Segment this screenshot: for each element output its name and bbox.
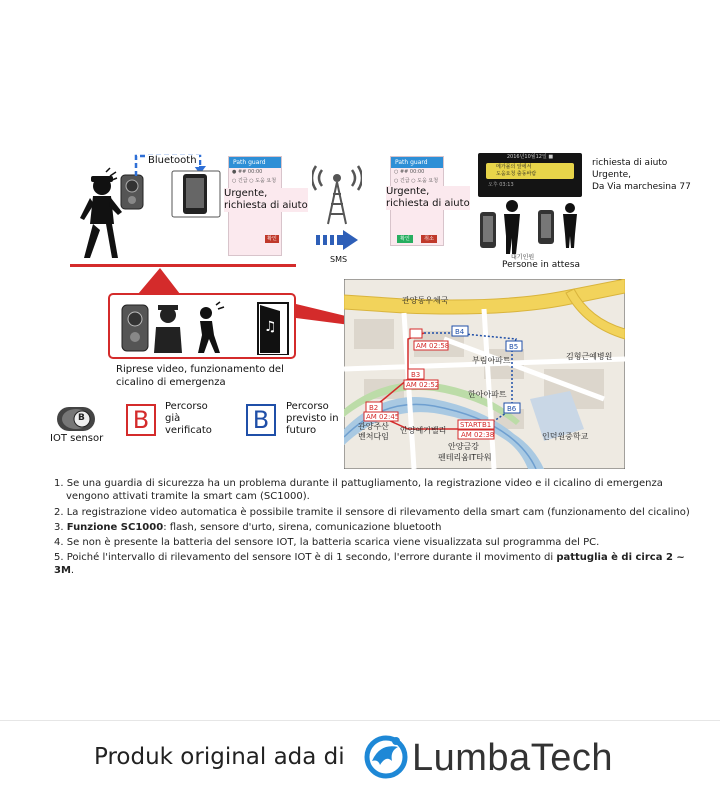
iot-sensor-letter: B [78, 413, 85, 423]
note-bold-text: Funzione SC1000 [66, 522, 164, 533]
notification-line: 메가몰의 앞에서 [496, 164, 532, 170]
map-place-label: 펜테리움IT타워 [438, 453, 492, 462]
svg-text:B2: B2 [369, 404, 379, 412]
phone-ok-button[interactable]: 확인 [397, 235, 413, 243]
note-item [54, 506, 694, 519]
note-text: 3. [54, 522, 67, 533]
svg-text:B5: B5 [509, 343, 519, 351]
iot-sensor-icon [56, 405, 96, 433]
phone1-caption: Urgente, richiesta di aiuto [224, 188, 308, 211]
svg-text:B3: B3 [411, 371, 421, 379]
map-place-label: 안양금강 [448, 442, 479, 451]
map-place-label: 김형근예병원 [566, 352, 613, 361]
phone-line: ○ 긴급 ○ 도움 요청 [232, 178, 277, 184]
phone-line: ○ ## 00:00 [394, 169, 425, 175]
phone-header: Path guard [229, 157, 281, 168]
future-route-label: Percorso previsto in futuro [286, 401, 339, 436]
phone-cancel-button[interactable]: 취소 [421, 235, 437, 243]
map-place-label: 관양동우체국 [402, 296, 449, 305]
phone2-caption: Urgente, richiesta di aiuto [386, 186, 470, 209]
notification-line: 도움요청 출동바람 [496, 171, 537, 177]
note-text: vengono attivati tramite la smart cam (SC1000). [66, 491, 310, 502]
svg-text:AM 02:38: AM 02:38 [461, 431, 495, 439]
note-text: 5. Poiché l'intervallo di rilevamento del sensore IOT è di 1 secondo, l'errore durante il movimento di [54, 552, 557, 563]
iot-sensor-label: IOT sensor [50, 433, 104, 444]
svg-text:B6: B6 [507, 405, 517, 413]
map-place-label: 관양주산 [358, 422, 389, 431]
waiting-korean-label: 대기인원 [511, 254, 535, 261]
note-text: : flash, sensore d'urto, sirena, comunicazione bluetooth [163, 522, 442, 533]
right-alert-caption: richiesta di aiuto Urgente, Da Via marchesina 77 [592, 158, 691, 192]
svg-text:AM 02:45: AM 02:45 [366, 413, 400, 421]
verified-route-letter: B [126, 404, 156, 436]
sms-label: SMS [330, 255, 348, 264]
map-point-b4[interactable] [452, 326, 468, 336]
map-point-b6[interactable] [504, 403, 520, 413]
note-text: . [70, 565, 75, 576]
phone-line: ○ 긴급 ○ 도움 요청 [394, 178, 439, 184]
map-point-b1[interactable] [458, 420, 494, 439]
iot-sensor-legend [56, 405, 96, 433]
note-item [54, 536, 694, 549]
bluetooth-label: Bluetooth [148, 155, 197, 166]
verified-route-label: Percorso già verificato [165, 401, 212, 436]
svg-text:START: START [460, 421, 482, 429]
map-place-label: 한아아파트 [468, 390, 507, 399]
detail-callout-box [108, 293, 296, 359]
svg-text:AM 02:52: AM 02:52 [406, 381, 440, 389]
note-item [54, 551, 694, 577]
phone-line: ● ## 00:00 [232, 169, 263, 175]
patrol-map [344, 279, 625, 469]
dolphin-logo-icon [362, 735, 410, 779]
note-text: 1. Se una guardia di sicurezza ha un problema durante il pattugliamento, la registrazione video e il cicalino di emergenza [54, 478, 663, 489]
note-text: 4. Se non è presente la batteria del sensore IOT, la batteria scarica viene visualizzata sul programma del PC. [54, 537, 600, 548]
brand-name[interactable]: LumbaTech [412, 737, 613, 779]
svg-text:♫: ♫ [264, 319, 277, 335]
svg-text:B1: B1 [482, 421, 492, 429]
feature-notes [54, 477, 694, 579]
waiting-label: Persone in attesa [502, 260, 581, 270]
phone-header: Path guard [391, 157, 443, 168]
map-place-label: 안양예기밸리 [400, 426, 447, 435]
phone-confirm-button[interactable]: 확인 [265, 235, 279, 243]
map-place-label: 벤처다임 [358, 432, 389, 441]
map-place-label: 부림아파트 [472, 356, 511, 365]
note-text: 2. La registrazione video automatica è possibile tramite il sensore di rilevamento della smart cam (funzionamento del cicalino) [54, 507, 690, 518]
note-bold-text: pattuglia è di circa 2 ~ 3M [54, 552, 685, 576]
notification-date: 2016년10월12일 ■ [506, 154, 554, 160]
detail-illustration [120, 301, 290, 355]
note-item [54, 521, 694, 534]
notification-time: 오후 03:13 [488, 182, 514, 188]
footer-text: Produk original ada di [94, 744, 345, 770]
map-point-b5[interactable] [506, 341, 522, 351]
detail-caption: Riprese video, funzionamento del cicalino di emergenza [116, 364, 284, 388]
svg-text:AM 02:58: AM 02:58 [416, 342, 450, 350]
map-place-label: 인덕원중학교 [542, 432, 589, 441]
svg-text:B4: B4 [455, 328, 465, 336]
note-item [54, 477, 694, 503]
footer-banner [0, 720, 720, 792]
future-route-letter: B [246, 404, 276, 436]
